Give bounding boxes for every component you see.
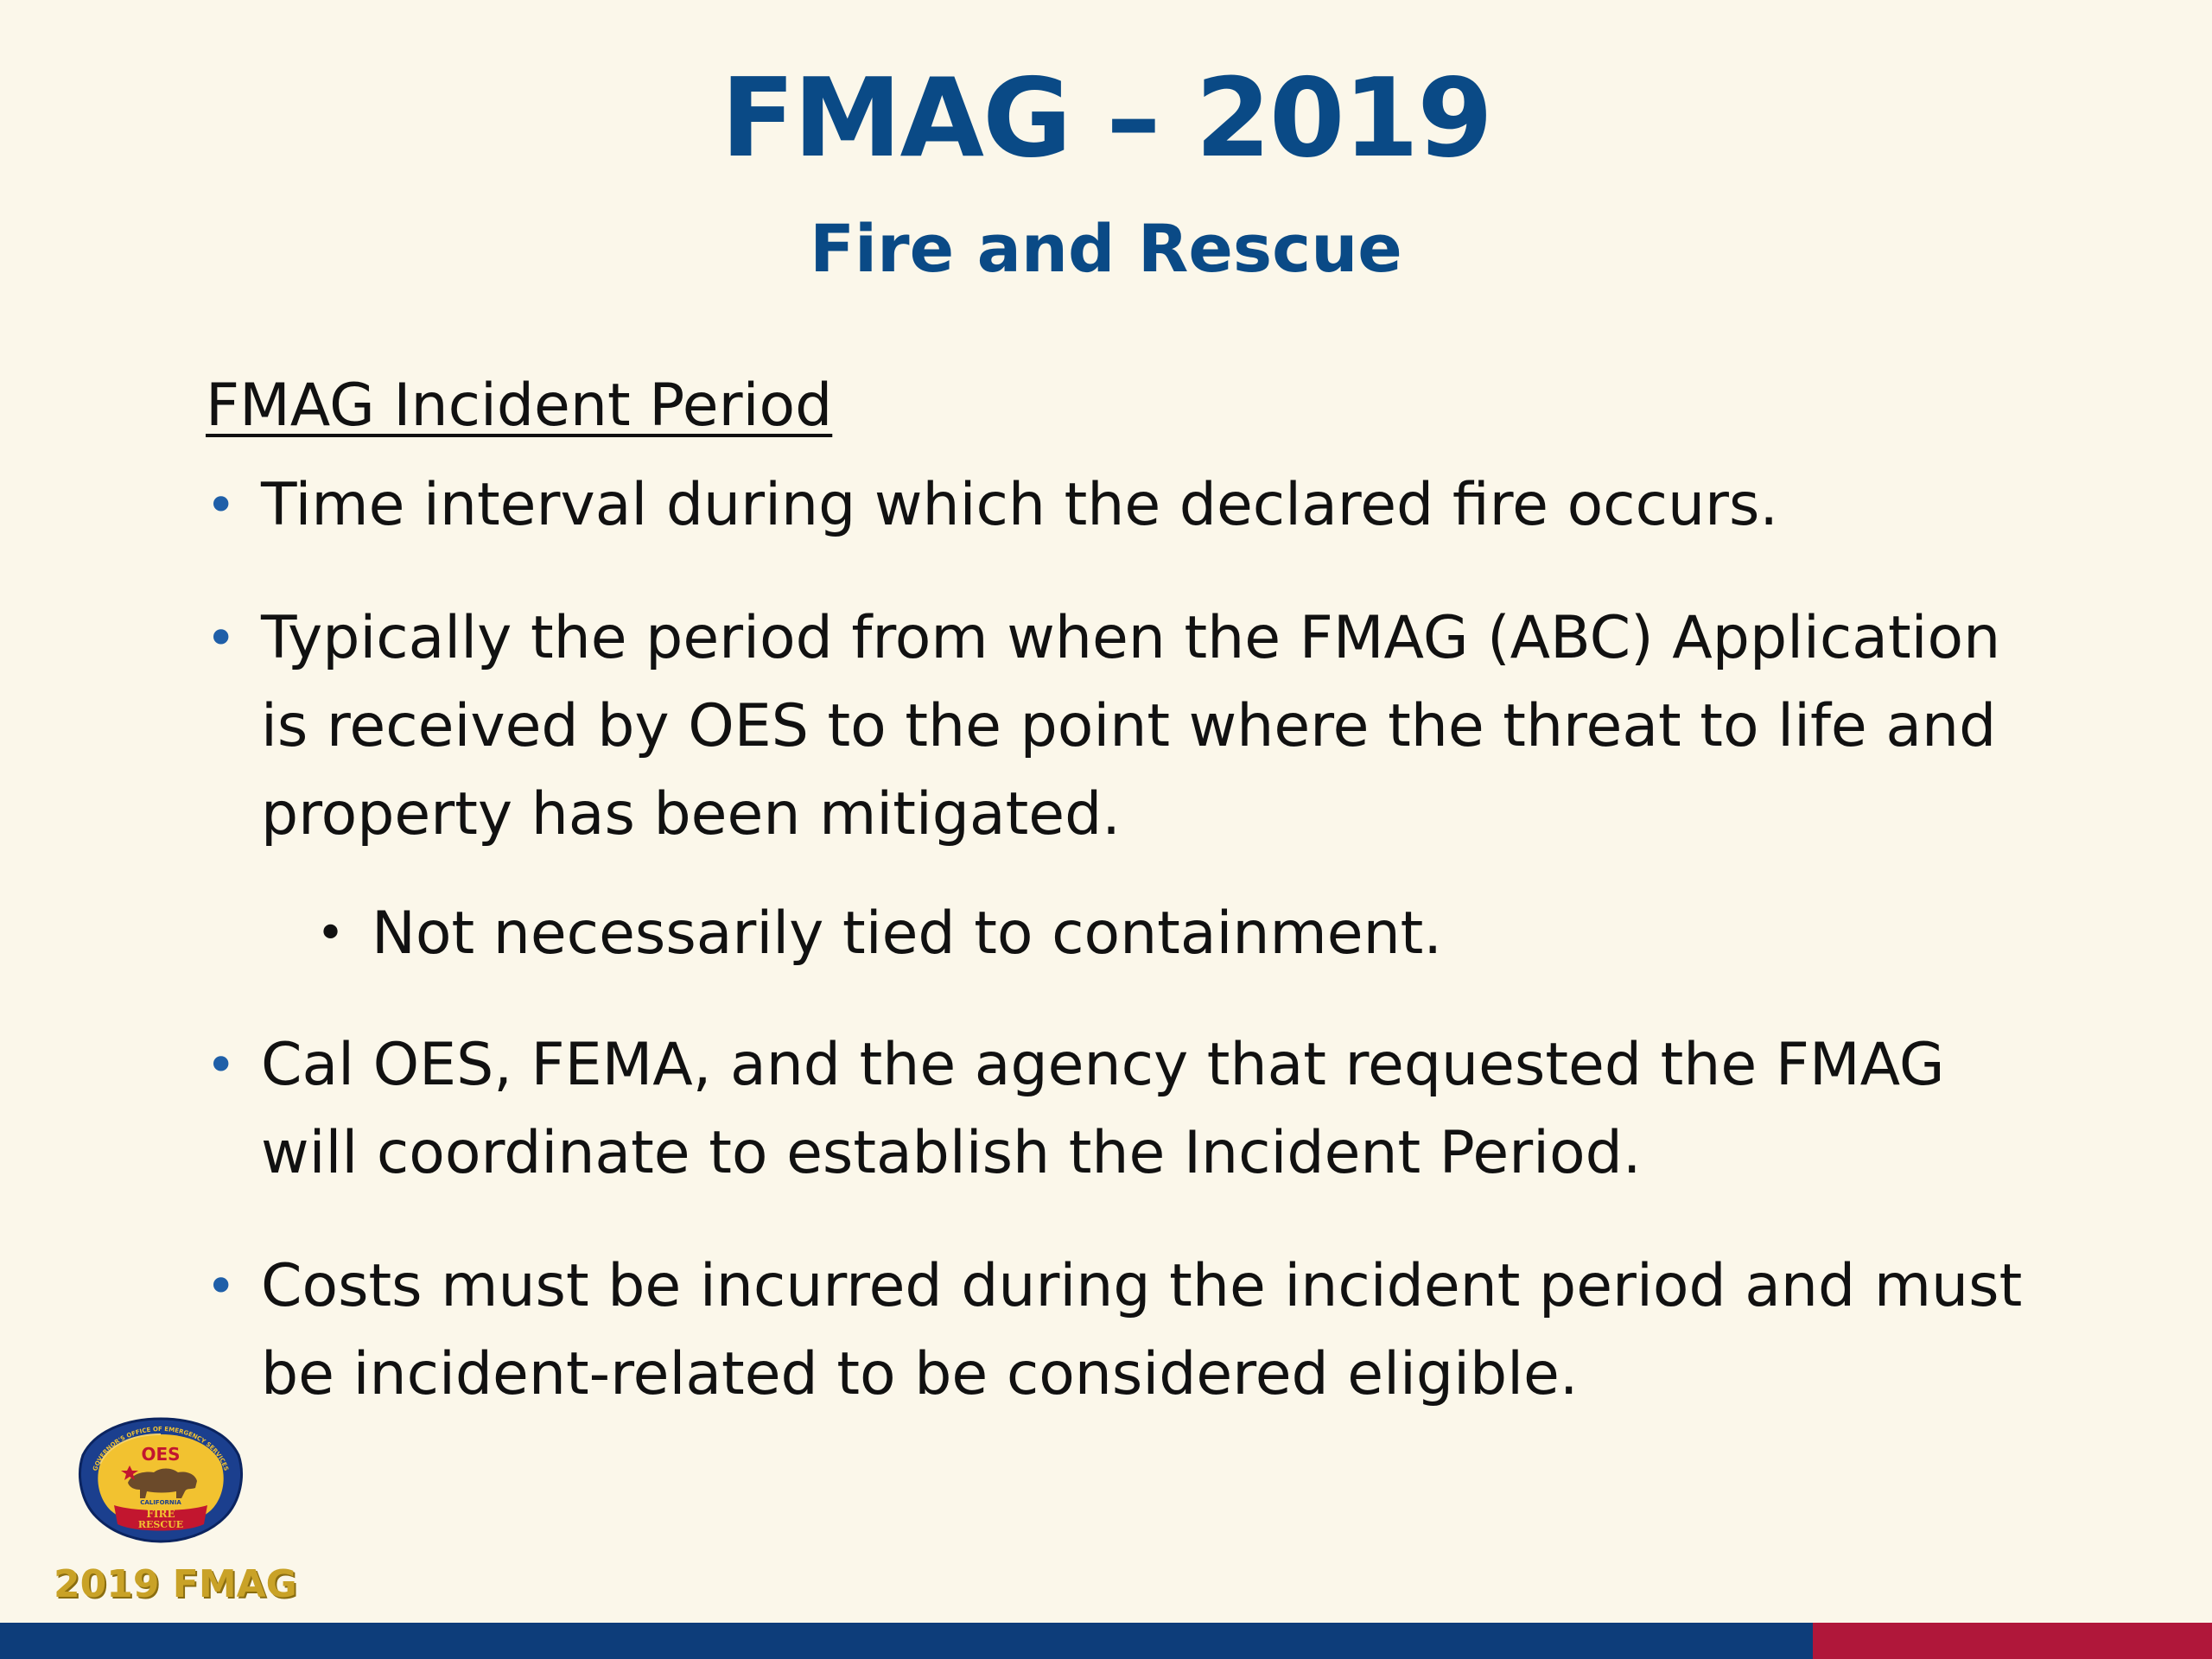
slide-content [206, 363, 2037, 1464]
bullet-text: Typically the period from when the FMAG (ABC) Application is received by OES to the point where the threat to life and property has been mitigated. [261, 604, 2001, 849]
bullet-dot: • [206, 608, 237, 669]
slide-subtitle: Fire and Rescue [810, 210, 1402, 287]
sub-bullet-text: Not necessarily tied to containment. [372, 899, 1442, 968]
bullet-dot: • [206, 475, 237, 536]
bullet-item [206, 594, 2037, 859]
badge-state-text: CALIFORNIA [140, 1499, 181, 1506]
bullet-list [206, 461, 2037, 1419]
bullet-item [206, 1243, 2037, 1419]
footer-label: 2019 FMAG [54, 1562, 297, 1606]
badge-bottom-line2: RESCUE [137, 1519, 184, 1530]
bullet-item [206, 461, 2037, 550]
bullet-text: Cal OES, FEMA, and the agency that requested the FMAG will coordinate to establish the Incident Period. [261, 1031, 1945, 1187]
bullet-dot: • [206, 1035, 237, 1096]
bullet-text: Time interval during which the declared fire occurs. [261, 471, 1779, 539]
bullet-item [206, 1021, 2037, 1198]
footer-bar-red [1813, 1623, 2212, 1659]
bullet-dot: • [206, 1256, 237, 1317]
section-heading: FMAG Incident Period [206, 372, 833, 440]
badge-top-text: OES [141, 1444, 181, 1465]
badge-ring-text: GOVERNOR'S OFFICE OF EMERGENCY SERVICES [92, 1425, 230, 1472]
oes-fire-rescue-badge-icon [74, 1415, 247, 1545]
footer-bar-blue [0, 1623, 1813, 1659]
slide-title: FMAG – 2019 [721, 54, 1491, 181]
sub-bullet-dot: • [316, 906, 346, 962]
bullet-text: Costs must be incurred during the incident period and must be incident-related to be considered eligible. [261, 1252, 2023, 1408]
sub-bullet-item [206, 890, 2037, 978]
footer-bar [0, 1623, 2212, 1659]
badge-bottom-line1: FIRE [146, 1508, 175, 1520]
